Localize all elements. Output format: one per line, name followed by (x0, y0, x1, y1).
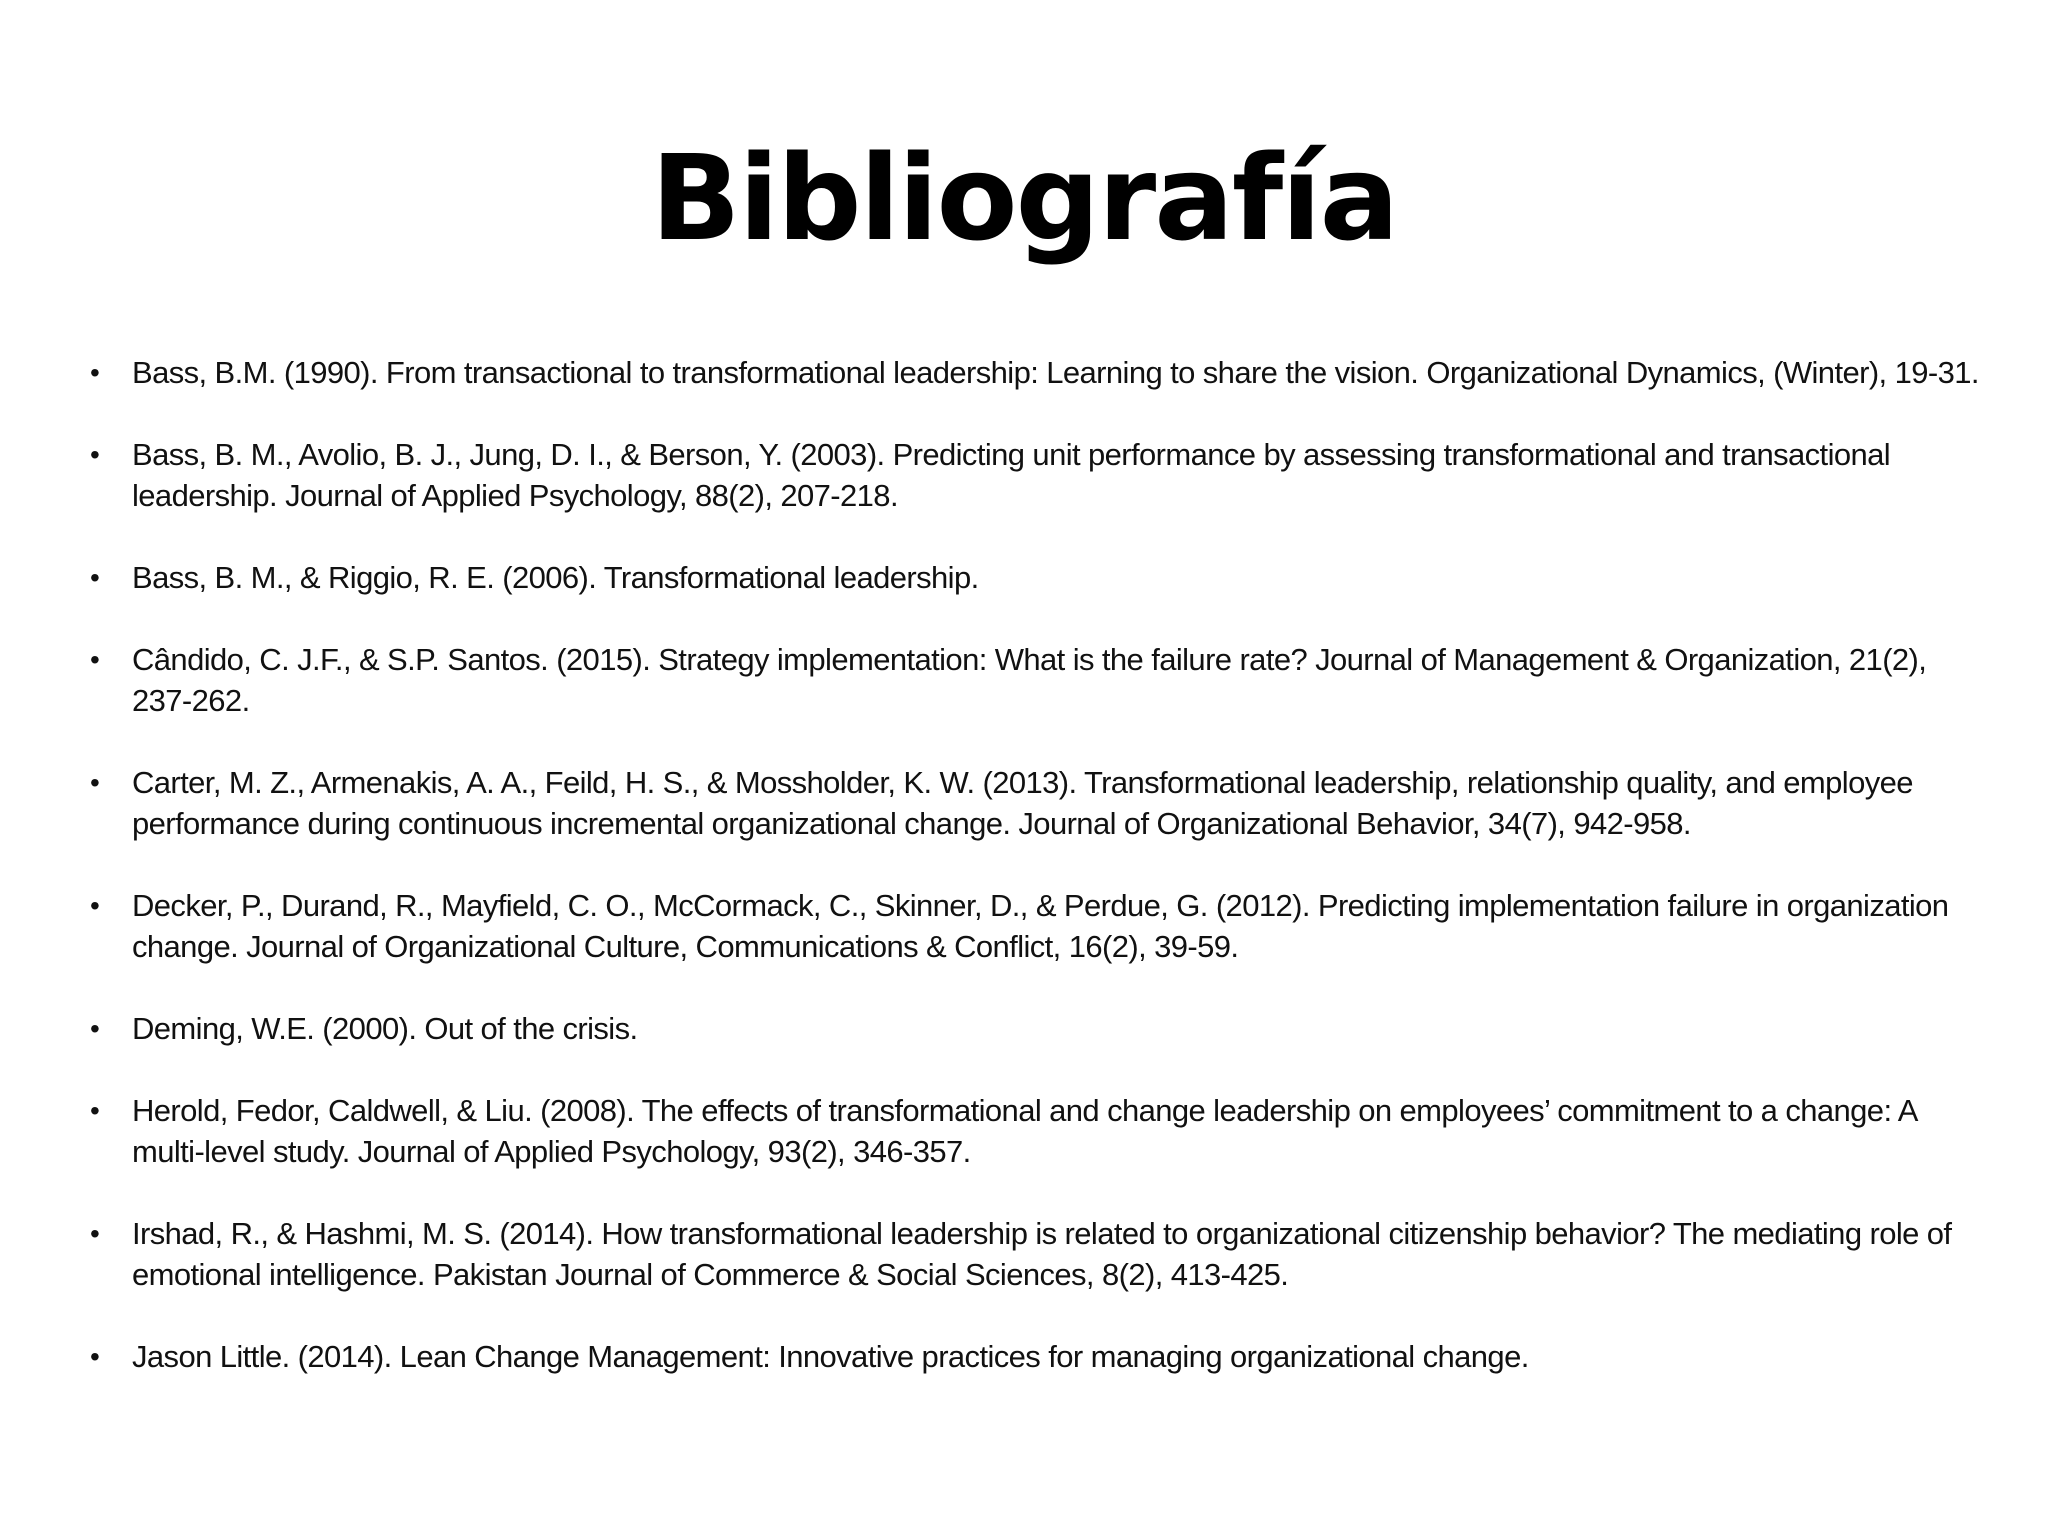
bullet-icon: • (90, 1095, 100, 1126)
reference-item (88, 557, 1988, 598)
reference-text: Carter, M. Z., Armenakis, A. A., Feild, H. S., & Mossholder, K. W. (2013). Transformational leadership, relationship quality, and employee performance during continuous incremental organizational change. Journal of Organizational Behavior, 34(7), 942-958. (132, 765, 1913, 841)
reference-text: Jason Little. (2014). Lean Change Management: Innovative practices for managing organizational change. (132, 1339, 1529, 1374)
bullet-icon: • (90, 1013, 100, 1044)
bullet-icon: • (90, 890, 100, 921)
bullet-icon: • (90, 562, 100, 593)
reference-text: Irshad, R., & Hashmi, M. S. (2014). How transformational leadership is related to organizational citizenship behavior? The mediating role of emotional intelligence. Pakistan Journal of Commerce & Social Sciences, 8(2), 413-425. (132, 1216, 1952, 1292)
bullet-icon: • (90, 1341, 100, 1372)
reference-text: Bass, B.M. (1990). From transactional to transformational leadership: Learning to share the vision. Organizational Dynamics, (Winter), 19-31. (132, 355, 1979, 390)
reference-item (88, 1213, 1988, 1295)
reference-item (88, 639, 1988, 721)
reference-text: Herold, Fedor, Caldwell, & Liu. (2008). The effects of transformational and change leadership on employees’ commitment to a change: A multi-level study. Journal of Applied Psychology, 93(2), 346-357. (132, 1093, 1917, 1169)
reference-text: Bass, B. M., Avolio, B. J., Jung, D. I., & Berson, Y. (2003). Predicting unit performance by assessing transformational and transactional leadership. Journal of Applied Psychology, 88(2), 207-218. (132, 437, 1891, 513)
reference-item (88, 1336, 1988, 1377)
reference-text: Cândido, C. J.F., & S.P. Santos. (2015). Strategy implementation: What is the failure rate? Journal of Management & Organization, 21(2), 237-262. (132, 642, 1927, 718)
bullet-icon: • (90, 357, 100, 388)
reference-text: Bass, B. M., & Riggio, R. E. (2006). Transformational leadership. (132, 560, 979, 595)
page-title: Bibliografía (650, 129, 1398, 267)
reference-item (88, 1090, 1988, 1172)
reference-text: Decker, P., Durand, R., Mayfield, C. O., McCormack, C., Skinner, D., & Perdue, G. (2012). Predicting implementation failure in organization change. Journal of Organizational Culture, Communications & Conflict, 16(2), 39-59. (132, 888, 1949, 964)
reference-item (88, 352, 1988, 393)
bullet-icon: • (90, 439, 100, 470)
reference-item (88, 885, 1988, 967)
reference-text: Deming, W.E. (2000). Out of the crisis. (132, 1011, 638, 1046)
reference-list (88, 352, 1988, 1418)
reference-item (88, 434, 1988, 516)
reference-item (88, 762, 1988, 844)
reference-item (88, 1008, 1988, 1049)
bullet-icon: • (90, 767, 100, 798)
bullet-icon: • (90, 644, 100, 675)
bullet-icon: • (90, 1218, 100, 1249)
